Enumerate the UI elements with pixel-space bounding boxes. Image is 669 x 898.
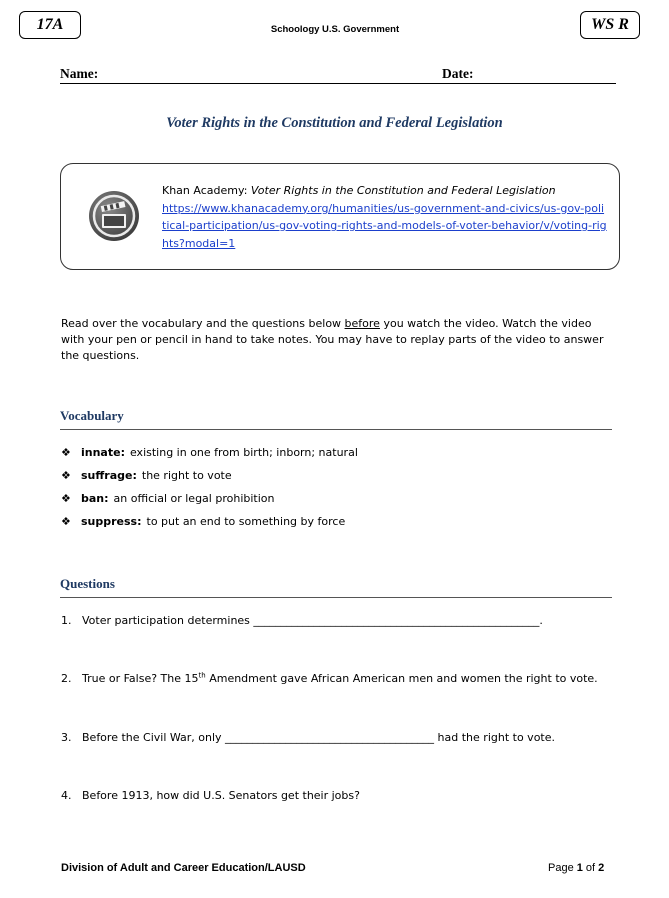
question-3 <box>61 731 616 744</box>
list-item <box>61 515 616 538</box>
vocab-term: suppress: <box>81 515 142 528</box>
video-description <box>162 182 608 252</box>
worksheet-tag-left <box>19 11 81 39</box>
vocab-definition: to put an end to something by force <box>146 515 346 528</box>
name-date-line <box>60 66 616 84</box>
question-number: 4. <box>61 789 72 802</box>
question-1 <box>61 614 616 627</box>
video-link[interactable]: https://www.khanacademy.org/humanities/us-government-and-civics/us-gov-political-participation/us-gov-voting-rights-and-models-of-voter-behavior/v/voting-rights?modal=1 <box>162 201 607 250</box>
list-item <box>61 469 616 492</box>
vocab-definition: an official or legal prohibition <box>113 492 275 505</box>
list-item <box>61 446 616 469</box>
vocab-term: ban: <box>81 492 109 505</box>
questions-heading: Questions <box>60 576 612 598</box>
emphasis-before: before <box>344 317 380 330</box>
instructions-paragraph: Read over the vocabulary and the questions below before you watch the video. Watch the video with your pen or pencil in hand to take notes. You may have to replay parts of the video to answer the questions. <box>61 317 604 362</box>
date-label: Date: <box>442 66 474 81</box>
question-text: Before 1913, how did U.S. Senators get their jobs? <box>82 789 360 802</box>
name-label: Name: <box>60 66 99 81</box>
vocab-definition: existing in one from birth; inborn; natural <box>129 446 358 459</box>
question-text: Voter participation determines ____________________________________________________. <box>82 614 543 627</box>
video-source-prefix: Khan Academy: <box>162 184 251 197</box>
list-item <box>61 492 616 515</box>
page-number: Page 1 of 2 <box>548 862 605 874</box>
vocab-term: innate: <box>81 446 125 459</box>
worksheet-code: WS R <box>591 16 629 33</box>
question-text: Before the Civil War, only ______________________________________ had the right to vote. <box>82 731 555 744</box>
diamond-bullet-icon: ❖ <box>61 515 71 528</box>
question-number: 1. <box>61 614 72 627</box>
worksheet-tag-right <box>580 11 640 39</box>
video-clapperboard-icon <box>88 190 140 242</box>
video-title: Voter Rights in the Constitution and Federal Legislation <box>250 184 556 197</box>
question-2 <box>61 672 616 685</box>
diamond-bullet-icon: ❖ <box>61 492 71 505</box>
video-resource-box <box>60 163 620 270</box>
vocabulary-list <box>61 446 616 538</box>
question-4 <box>61 789 616 802</box>
diamond-bullet-icon: ❖ <box>61 446 71 459</box>
question-text: True or False? The 15th Amendment gave African American men and women the right to vote. <box>82 671 598 685</box>
vocab-definition: the right to vote <box>141 469 232 482</box>
vocab-term: suffrage: <box>81 469 137 482</box>
worksheet-number: 17A <box>36 16 64 33</box>
footer-organization: Division of Adult and Career Education/LAUSD <box>61 862 306 874</box>
diamond-bullet-icon: ❖ <box>61 469 71 482</box>
question-number: 2. <box>61 672 72 685</box>
document-title: Voter Rights in the Constitution and Federal Legislation <box>166 115 503 131</box>
course-title: Schoology U.S. Government <box>270 24 400 35</box>
vocabulary-heading: Vocabulary <box>60 408 612 430</box>
question-number: 3. <box>61 731 72 744</box>
